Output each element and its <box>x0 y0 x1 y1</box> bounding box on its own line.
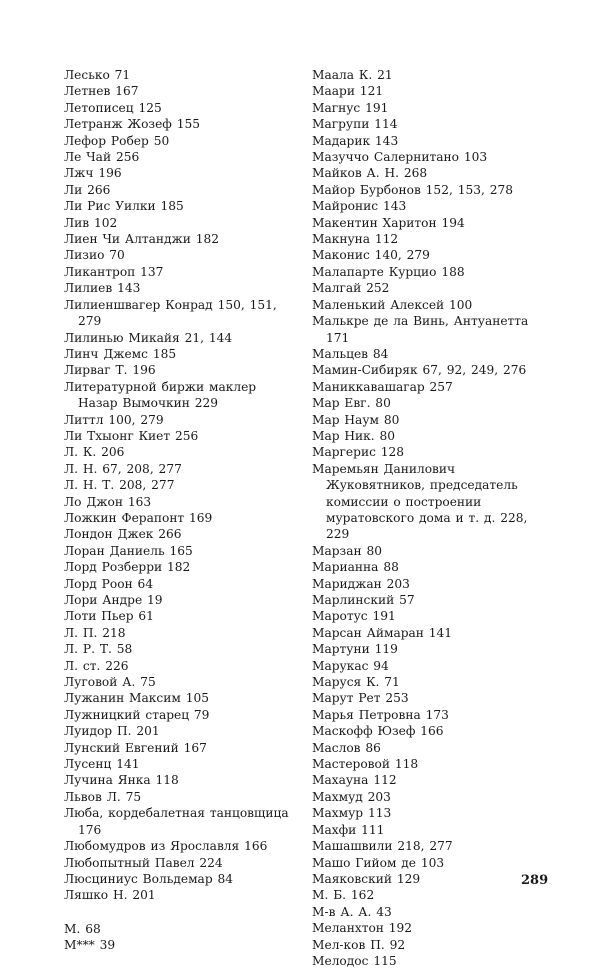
index-entry: Любомудров из Ярославля 166 <box>64 839 268 854</box>
index-entry: Лилиев 143 <box>64 281 141 296</box>
index-entry: Маскофф Юзеф 166 <box>312 724 444 739</box>
index-entry: Мариджан 203 <box>312 576 410 591</box>
index-entry: Лори Андре 19 <box>64 593 163 607</box>
index-entry: Лунский Евгений 167 <box>64 740 207 755</box>
index-entry: Мелодос 115 <box>312 953 397 968</box>
index-entry: Лорд Розберри 182 <box>64 560 191 575</box>
index-entry: Ле Чай 256 <box>64 150 140 165</box>
index-entry: Маруся К. 71 <box>312 675 400 690</box>
index-entry: Ли Рис Уилки 185 <box>64 199 184 214</box>
index-entry: Марут Рет 253 <box>312 691 409 706</box>
index-entry: Л. К. 206 <box>64 445 125 460</box>
index-entry: Маконис 140, 279 <box>312 248 430 263</box>
index-entry: Линч Джемс 185 <box>64 346 177 361</box>
index-entry: Лив 102 <box>64 215 118 230</box>
index-entry: Махмуд 203 <box>312 789 391 804</box>
index-entry: Марлинский 57 <box>312 593 415 607</box>
page-number: 289 <box>521 873 549 888</box>
index-entry: Лефор Робер 50 <box>64 133 170 148</box>
index-entry: Марзан 80 <box>312 543 382 558</box>
index-entry: Мартуни 119 <box>312 642 398 657</box>
right-column <box>312 67 547 969</box>
index-entry: Лужницкий старец 79 <box>64 707 210 722</box>
index-entry: Маари 121 <box>312 84 384 99</box>
index-entry: Лилинью Микайя 21, 144 <box>64 330 233 345</box>
index-entry: Лорд Роон 64 <box>64 576 154 591</box>
index-entry: Махфи 111 <box>312 822 385 837</box>
index-entry: Л. ст. 226 <box>64 658 129 673</box>
index-entry: М-в А. А. 43 <box>312 904 392 919</box>
index-entry: Лилиеншвагер Конрад 150, 151, 279 <box>64 297 277 329</box>
index-entry: Л. Н. 67, 208, 277 <box>64 461 182 476</box>
index-entry: Меланхтон 192 <box>312 921 413 936</box>
index-entry: Малькре де ла Винь, Антуанетта 171 <box>312 314 529 345</box>
index-entry: Л. П. 218 <box>64 625 126 640</box>
index-entry: Лжч 196 <box>64 166 122 181</box>
index-entry: Ложкин Ферапонт 169 <box>64 510 213 525</box>
index-entry: Луидор П. 201 <box>64 724 160 739</box>
index-entry: Марсан Аймаран 141 <box>312 625 453 640</box>
index-entry: Ло Джон 163 <box>64 494 152 509</box>
right-column-list <box>312 67 547 969</box>
left-column-list <box>64 67 296 954</box>
index-entry: Летранж Жозеф 155 <box>64 117 200 132</box>
left-column <box>64 67 296 954</box>
index-entry: Лирваг Т. 196 <box>64 363 156 378</box>
index-entry: Макнуна 112 <box>312 232 399 247</box>
index-entry: Мел-ков П. 92 <box>312 937 406 952</box>
index-entry: Лесько 71 <box>64 68 131 82</box>
index-entry: Мар Евг. 80 <box>312 396 391 411</box>
index-entry: Маслов 86 <box>312 740 381 755</box>
index-entry: М. Б. 162 <box>312 888 375 903</box>
index-entry: Люсциниус Вольдемар 84 <box>64 871 234 886</box>
index-entry: Марья Петровна 173 <box>312 707 449 722</box>
index-entry: Ли Тхыонг Киет 256 <box>64 428 199 443</box>
index-entry: Лужанин Максим 105 <box>64 691 209 706</box>
index-entry: Ликантроп 137 <box>64 264 164 279</box>
index-entry: Л. Р. Т. 58 <box>64 642 133 657</box>
index-entry: Малапарте Курцио 188 <box>312 264 465 279</box>
index-entry: Литтл 100, 279 <box>64 412 164 427</box>
index-entry: Лондон Джек 266 <box>64 527 182 542</box>
index-entry: Литературной биржи маклер Назар Вымочкин 229 <box>64 379 257 411</box>
index-entry: Махауна 112 <box>312 773 397 788</box>
index-entry: Макентин Харитон 194 <box>312 215 465 230</box>
index-entry: Лоран Даниель 165 <box>64 543 193 558</box>
index-entry: Маяковский 129 <box>312 871 421 886</box>
index-entry: Мастеровой 118 <box>312 757 419 772</box>
index-entry: Мамин-Сибиряк 67, 92, 249, 276 <box>312 363 527 378</box>
index-entry: Марукас 94 <box>312 658 389 673</box>
index-entry: Машо Гийом де 103 <box>312 855 445 870</box>
index-entry: Ляшко Н. 201 <box>64 888 156 903</box>
index-entry: Мазуччо Салернитано 103 <box>312 150 488 165</box>
index-entry: Мадарик 143 <box>312 133 399 148</box>
index-entry: Лусенц 141 <box>64 757 140 772</box>
index-entry: Магнус 191 <box>312 100 389 115</box>
index-entry: Любопытный Павел 224 <box>64 855 223 870</box>
index-entry: Мар Наум 80 <box>312 412 400 427</box>
index-entry: Ли 266 <box>64 182 111 197</box>
index-entry: Маленький Алексей 100 <box>312 297 473 312</box>
index-entry: Лиен Чи Алтанджи 182 <box>64 232 219 247</box>
index-entry: Маремьян Данилович Жуковятников, председатель комиссии о построении муратовского дома и т. д. 228, 229 <box>312 461 528 542</box>
index-entry: Летописец 125 <box>64 100 162 115</box>
index-entry: Летнев 167 <box>64 84 139 99</box>
index-entry: Люба, кордебалетная танцовщица 176 <box>64 806 289 837</box>
index-entry: Лучина Янка 118 <box>64 773 179 788</box>
index-entry: Майронис 143 <box>312 199 407 214</box>
index-entry: Л. Н. Т. 208, 277 <box>64 478 175 493</box>
index-entry: Маала К. 21 <box>312 68 393 82</box>
index-entry: Лизио 70 <box>64 248 125 263</box>
index-entry: Луговой А. 75 <box>64 675 156 690</box>
index-entry: Махмур 113 <box>312 806 392 821</box>
index-entry: Лоти Пьер 61 <box>64 609 154 624</box>
index-entry: Львов Л. 75 <box>64 789 142 804</box>
index-entry: М*** 39 <box>64 938 116 953</box>
index-entry: Маротус 191 <box>312 609 396 624</box>
index-entry: Майор Бурбонов 152, 153, 278 <box>312 182 513 197</box>
index-entry: Магрупи 114 <box>312 117 398 132</box>
index-entry: Мар Ник. 80 <box>312 428 396 443</box>
index-entry: Маргерис 128 <box>312 445 405 460</box>
index-entry: Марианна 88 <box>312 560 399 575</box>
index-entry: Маниккавашагар 257 <box>312 379 453 394</box>
index-entry: Малгай 252 <box>312 281 390 296</box>
index-entry: Машашвили 218, 277 <box>312 839 453 854</box>
index-entry: М. 68 <box>64 921 101 936</box>
section-gap <box>64 904 296 921</box>
index-entry: Мальцев 84 <box>312 346 389 361</box>
index-entry: Майков А. Н. 268 <box>312 166 428 181</box>
